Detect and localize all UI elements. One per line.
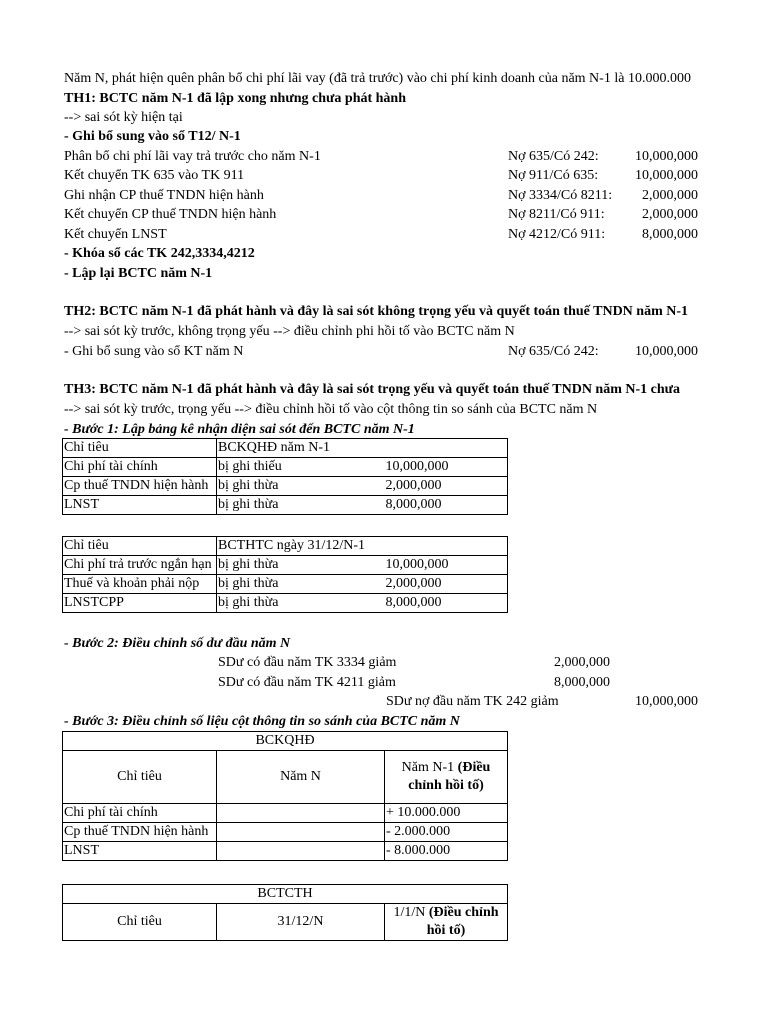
table-header-row — [63, 439, 508, 458]
row-prior: - 2.000.000 — [385, 823, 508, 842]
row-label: LNST — [63, 496, 217, 515]
row-amount: 8,000,000 — [385, 594, 508, 613]
row-label: Cp thuế TNDN hiện hành — [63, 823, 217, 842]
header-text: Năm N-1 — [401, 760, 458, 775]
th3-step1: - Bước 1: Lập bảng kê nhận diện sai sót đến BCTC năm N-1 — [64, 422, 415, 437]
th1-step: - Ghi bổ sung vào sổ T12/ N-1 — [64, 129, 241, 144]
header-cell — [385, 904, 508, 941]
row-amount: 2,000,000 — [385, 477, 508, 496]
row-prior: + 10.000.000 — [385, 804, 508, 823]
header-cell: Chỉ tiêu — [63, 904, 217, 941]
th1-note: --> sai sót kỳ hiện tại — [64, 110, 183, 125]
row-label: Cp thuế TNDN hiện hành — [63, 477, 217, 496]
th2-entry-desc: - Ghi bổ sung vào sổ KT năm N — [64, 344, 244, 359]
th3-step2: - Bước 2: Điều chỉnh số dư đầu năm N — [64, 636, 291, 651]
row-label: Chi phí tài chính — [63, 458, 217, 477]
th3-title: TH3: BCTC năm N-1 đã phát hành và đây là sai sót trọng yếu và quyết toán thuế TNDN năm N-1 chưa — [64, 382, 681, 397]
th1-lock: - Khóa sổ các TK 242,3334,4212 — [64, 246, 255, 261]
table-header-row — [63, 537, 508, 556]
table-bcthtc-n1 — [62, 536, 508, 613]
th1-entry-acct: Nợ 3334/Có 8211: — [508, 188, 612, 203]
table-title: BCTCTH — [63, 885, 508, 904]
header-cell: Năm N — [217, 751, 385, 804]
th1-entry-amount: 10,000,000 — [635, 168, 698, 183]
row-label: Chi phí trả trước ngắn hạn — [63, 556, 217, 575]
table-row — [63, 804, 508, 823]
th2-entry-acct: Nợ 635/Có 242: — [508, 344, 599, 359]
table-bckqhd-n1 — [62, 438, 508, 515]
th1-entry-desc: Phân bổ chi phí lãi vay trả trước cho năm N-1 — [64, 149, 321, 164]
adjust-desc: SDư có đầu năm TK 4211 giảm — [218, 675, 396, 690]
th1-entry-desc: Ghi nhận CP thuế TNDN hiện hành — [64, 188, 264, 203]
table-header-row — [63, 904, 508, 941]
th1-entry-acct: Nợ 911/Có 635: — [508, 168, 599, 183]
row-amount: 10,000,000 — [385, 458, 508, 477]
th1-title: TH1: BCTC năm N-1 đã lập xong nhưng chưa phát hành — [64, 91, 407, 106]
header-cell: BCTHTC ngày 31/12/N-1 — [217, 537, 508, 556]
table-row — [63, 594, 508, 613]
table-row — [63, 556, 508, 575]
row-label: LNST — [63, 842, 217, 861]
header-cell — [385, 751, 508, 804]
table-bctcth — [62, 884, 508, 941]
intro-text: Năm N, phát hiện quên phân bổ chi phí lãi vay (đã trả trước) vào chi phí kinh doanh của năm N-1 là 10.000.000 — [64, 71, 691, 86]
table-bckqhd-retro — [62, 731, 508, 861]
header-cell: Chỉ tiêu — [63, 751, 217, 804]
row-current — [217, 842, 385, 861]
adjust-amount: 8,000,000 — [554, 675, 610, 690]
row-amount: 10,000,000 — [385, 556, 508, 575]
th1-entry-desc: Kết chuyển LNST — [64, 227, 167, 242]
table-row — [63, 823, 508, 842]
table-header-row — [63, 751, 508, 804]
th1-entry-amount: 2,000,000 — [642, 188, 698, 203]
header-text-bold: (Điều chỉnh hồi tố) — [408, 760, 491, 793]
th2-note: --> sai sót kỳ trước, không trọng yếu --> điều chỉnh phi hồi tố vào BCTC năm N — [64, 324, 515, 339]
row-amount: 8,000,000 — [385, 496, 508, 515]
th3-step3: - Bước 3: Điều chỉnh số liệu cột thông tin so sánh của BCTC năm N — [64, 714, 460, 729]
adjust-desc: SDư có đầu năm TK 3334 giảm — [218, 655, 397, 670]
row-status: bị ghi thừa — [217, 575, 385, 594]
table-title: BCKQHĐ — [63, 732, 508, 751]
adjust-desc: SDư nợ đầu năm TK 242 giảm — [386, 694, 559, 709]
row-status: bị ghi thiếu — [217, 458, 385, 477]
table-title-row — [63, 732, 508, 751]
row-status: bị ghi thừa — [217, 556, 385, 575]
adjust-amount: 2,000,000 — [554, 655, 610, 670]
table-row — [63, 496, 508, 515]
th1-redo: - Lập lại BCTC năm N-1 — [64, 266, 213, 281]
th1-entry-desc: Kết chuyển TK 635 vào TK 911 — [64, 168, 245, 183]
header-cell: BCKQHĐ năm N-1 — [217, 439, 508, 458]
header-cell: Chỉ tiêu — [63, 537, 217, 556]
row-status: bị ghi thừa — [217, 496, 385, 515]
header-cell: Chỉ tiêu — [63, 439, 217, 458]
table-title-row — [63, 885, 508, 904]
row-label: Chi phí tài chính — [63, 804, 217, 823]
row-prior: - 8.000.000 — [385, 842, 508, 861]
header-text: 1/1/N — [393, 905, 429, 920]
th1-entry-acct: Nợ 4212/Có 911: — [508, 227, 606, 242]
row-current — [217, 823, 385, 842]
th1-entry-amount: 10,000,000 — [635, 149, 698, 164]
th1-entry-acct: Nợ 8211/Có 911: — [508, 207, 605, 222]
th1-entry-amount: 8,000,000 — [642, 227, 698, 242]
row-amount: 2,000,000 — [385, 575, 508, 594]
row-status: bị ghi thừa — [217, 477, 385, 496]
table-row — [63, 477, 508, 496]
th1-entry-amount: 2,000,000 — [642, 207, 698, 222]
row-label: Thuế và khoản phải nộp — [63, 575, 217, 594]
table-row — [63, 575, 508, 594]
th2-entry-amount: 10,000,000 — [635, 344, 698, 359]
row-current — [217, 804, 385, 823]
row-label: LNSTCPP — [63, 594, 217, 613]
th3-note: --> sai sót kỳ trước, trọng yếu --> điều chỉnh hồi tố vào cột thông tin so sánh của BCTC năm N — [64, 402, 598, 417]
table-row — [63, 458, 508, 477]
header-cell: 31/12/N — [217, 904, 385, 941]
th1-entry-acct: Nợ 635/Có 242: — [508, 149, 599, 164]
row-status: bị ghi thừa — [217, 594, 385, 613]
th1-entry-desc: Kết chuyển CP thuế TNDN hiện hành — [64, 207, 277, 222]
table-row — [63, 842, 508, 861]
header-text-bold: (Điều chỉnh hồi tố) — [426, 905, 499, 938]
th2-title: TH2: BCTC năm N-1 đã phát hành và đây là sai sót không trọng yếu và quyết toán thuế TNDN năm N-1 — [64, 304, 689, 319]
adjust-amount: 10,000,000 — [635, 694, 698, 709]
